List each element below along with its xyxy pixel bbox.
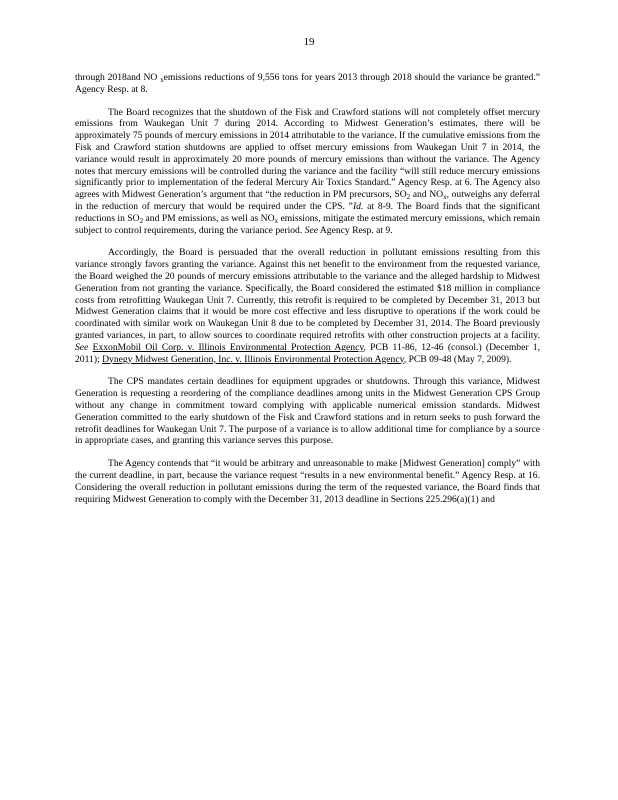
text-run: , PCB 11-86, 12-46 (consol.) (December 1, 2011); — [75, 341, 540, 365]
paragraph-1 — [75, 107, 540, 237]
paragraph-3 — [75, 376, 540, 447]
text-run: emissions reductions of 9,556 tons for years 2013 through 2018 should the variance be granted.” Agency Resp. at 8. — [75, 72, 540, 95]
text-run: Agency Resp. at 9. — [317, 224, 393, 236]
page-number: 19 — [303, 36, 315, 48]
text-run: The Board recognizes that the shutdown of the Fisk and Crawford stations will not completely offset mercury emissions from Waukegan Unit 7 during 2014. According to Midwest Generation’s estimates, there will be approximately 75 pounds of mercury emissions in 2014 attributable to the variance. If the cumulative emissions from the Fisk and Crawford station shutdowns are applied to offset mercury emissions from Waukegan Unit 7 in 2014, the variance would result in approximately 20 more pounds of mercury emissions than without the variance. The Agency notes that mercury emissions will be controlled during the variance and the facility “will still reduce mercury emissions significantly prior to implementation of the federal Mercury Air Toxics Standard.” Agency Resp. at 6. The Agency also agrees with Midwest Generation’s argument that “the reduction in PM precursors, SO — [75, 106, 540, 201]
case-citation: Dynegy Midwest Generation, Inc. v. Illinois Environmental Protection Agency — [102, 353, 404, 365]
text-run: and PM emissions, as well as NO — [143, 212, 275, 224]
paragraph-2 — [75, 247, 540, 365]
subscript: x — [274, 216, 278, 225]
subscript: x — [160, 76, 164, 84]
text-run: through 2018and NO — [75, 72, 161, 83]
text-run: , outweighs any deferral in the reduction of mercury that would be required under the CPS. ” — [75, 189, 540, 212]
subscript: 2 — [139, 216, 144, 225]
text-run: at 8-9. The Board finds that the significant reductions in SO — [75, 200, 541, 224]
text-run: , PCB 09-48 (May 7, 2009). — [403, 353, 512, 365]
case-citation: ExxonMobil Oil Corp. v. Illinois Environmental Protection Agency — [92, 341, 364, 353]
text-run: The Agency contends that “it would be arbitrary and unreasonable to make [Midwest Generation] comply” with the current deadline, in part, because the variance request “results in a new environmental benefit.” Agency Resp. at 16. Considering the overall reduction in pollutant emissions during the term of the requested variance, the Board finds that requiring Midwest Generation to comply with the December 31, 2013 deadline in Sections 225.296(a)(1) and — [75, 458, 540, 505]
text-run: The CPS mandates certain deadlines for equipment upgrades or shutdowns. Through this variance, Midwest Generation is requesting a reordering of the compliance deadlines among units in the Midwest Generation CPS Group without any change in commitment toward complying with applicable numerical emission standards. Midwest Generation committed to the early shutdown of the Fisk and Crawford stations and in return seeks to push forward the retrofit deadlines for Waukegan Unit 7. The purpose of a variance is to allow additional time for compliance by a source in appropriate cases, and granting this variance serves this purpose. — [75, 376, 540, 447]
text-run: See — [75, 341, 89, 353]
text-run: Id. — [352, 200, 364, 212]
text-run: and NO — [410, 189, 444, 201]
document-body — [75, 72, 540, 516]
text-run: Accordingly, the Board is persuaded that the overall reduction in pollutant emissions resulting from this variance strongly favors granting the variance. Against this net benefit to the environment from the requested variance, the Board weighed the 20 pounds of mercury emissions attributable to the variance and the alleged hardship to Midwest Generation from not granting the variance. Specifically, the Board considered the estimated $18 million in compliance costs from retrofitting Waukegan Unit 7. Currently, this retrofit is required to be completed by December 31, 2013 but Midwest Generation claims that it would be more cost effective and less disruptive to operations if the work could be coordinated with similar work on Waukegan Unit 8 due to be completed by December 31, 2014. The Board previously granted variances, in part, to allow sources to coordinate required retrofits with other construction projects at a facility. — [75, 247, 540, 341]
paragraph-4 — [75, 458, 540, 505]
text-run: emissions, mitigate the estimated mercury emissions, which remain subject to control requirements, during the variance period. — [75, 212, 540, 236]
subscript: 2 — [406, 193, 411, 202]
text-run: See — [304, 224, 318, 236]
paragraph-0 — [75, 72, 540, 96]
subscript: x — [443, 193, 447, 202]
